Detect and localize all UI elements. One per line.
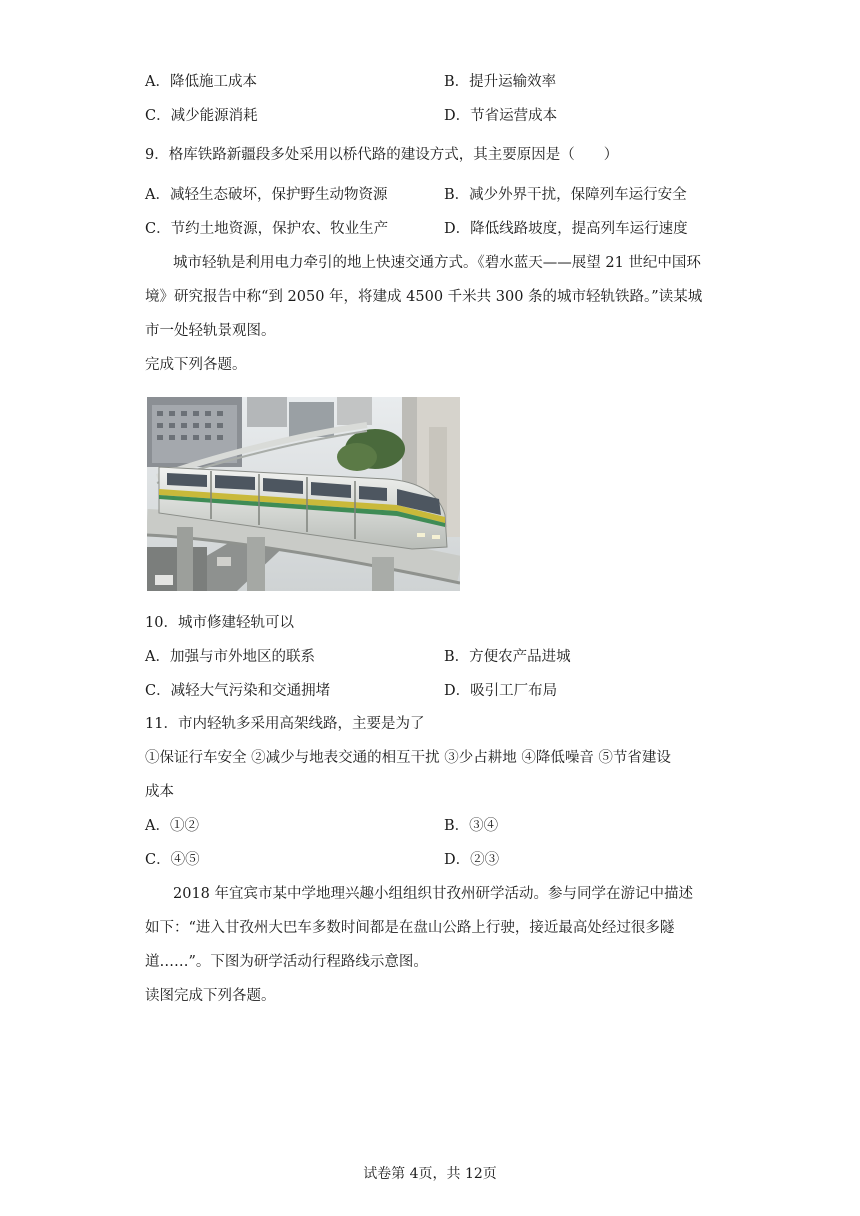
page-footer: 试卷第 4页，共 12页 <box>363 1166 497 1182</box>
q10-stem: 10．城市修建轻轨可以 <box>145 615 294 631</box>
passage2-instruction: 读图完成下列各题。 <box>145 988 276 1004</box>
passage2-line2: 如下：“进入甘孜州大巴车多数时间都是在盘山公路上行驶，接近最高处经过很多隧 <box>145 920 675 936</box>
q10-option-a: A．加强与市外地区的联系 <box>145 649 315 665</box>
passage1-instruction: 完成下列各题。 <box>145 357 247 373</box>
q9-option-a: A．减轻生态破坏，保护野生动物资源 <box>145 187 388 203</box>
passage2-line1: 2018 年宜宾市某中学地理兴趣小组组织甘孜州研学活动。参与同学在游记中描述 <box>173 886 694 902</box>
light-rail-photo <box>147 397 460 591</box>
passage1-line1: 城市轻轨是利用电力牵引的地上快速交通方式。《碧水蓝天——展望 21 世纪中国环 <box>173 255 701 271</box>
q10-option-c: C．减轻大气污染和交通拥堵 <box>145 683 331 699</box>
q10-option-b: B．方便农产品进城 <box>444 649 571 665</box>
q8-option-a: A．降低施工成本 <box>145 74 257 90</box>
q11-stem: 11．市内轻轨多采用高架线路，主要是为了 <box>145 716 425 732</box>
q8-option-b: B．提升运输效率 <box>444 74 557 90</box>
q11-option-b: B．③④ <box>444 818 499 834</box>
passage2-line3: 道……”。下图为研学活动行程路线示意图。 <box>145 954 428 970</box>
q11-items-line1: ①保证行车安全 ②减少与地表交通的相互干扰 ③少占耕地 ④降低噪音 ⑤节省建设 <box>145 750 671 766</box>
q9-stem: 9．格库铁路新疆段多处采用以桥代路的建设方式，其主要原因是（ ） <box>145 147 619 163</box>
q11-option-d: D．②③ <box>444 852 500 868</box>
q9-option-c: C．节约土地资源，保护农、牧业生产 <box>145 221 389 237</box>
passage1-line3: 市一处轻轨景观图。 <box>145 323 276 339</box>
q8-option-c: C．减少能源消耗 <box>145 108 258 124</box>
q11-option-c: C．④⑤ <box>145 852 200 868</box>
q9-option-d: D．降低线路坡度，提高列车运行速度 <box>444 221 688 237</box>
q11-items-line2: 成本 <box>145 784 174 800</box>
q10-option-d: D．吸引工厂布局 <box>444 683 558 699</box>
passage1-line2: 境》研究报告中称“到 2050 年，将建成 4500 千米共 300 条的城市轻轨铁路。”读某城 <box>145 289 703 305</box>
q11-option-a: A．①② <box>145 818 199 834</box>
q9-option-b: B．减少外界干扰，保障列车运行安全 <box>444 187 687 203</box>
q8-option-d: D．节省运营成本 <box>444 108 558 124</box>
